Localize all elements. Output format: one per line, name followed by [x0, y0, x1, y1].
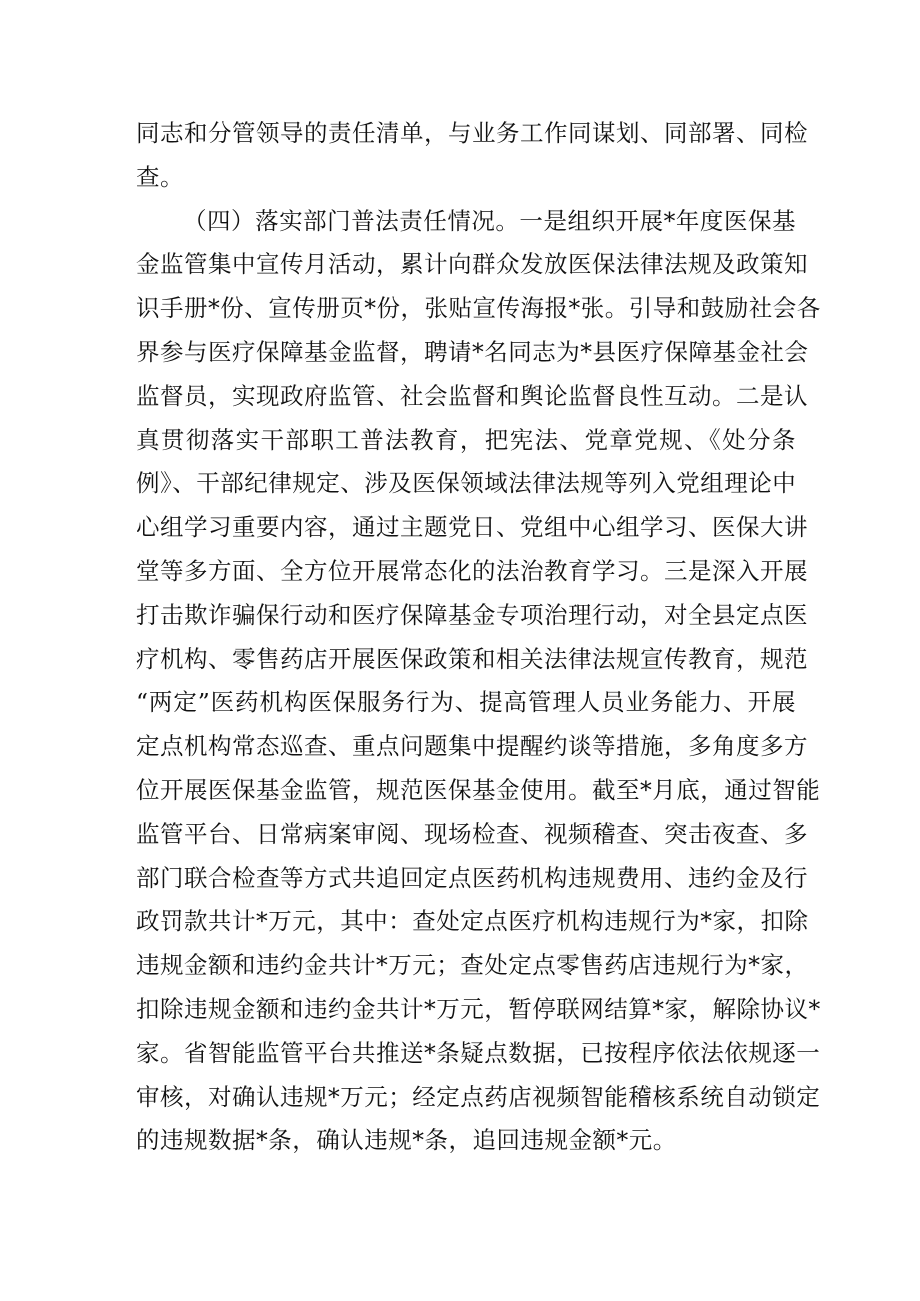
text-line: 识手册*份、宣传册页*份，张贴宣传海报*张。引导和鼓励社会各: [136, 294, 821, 323]
text-line: 疗机构、零售药店开展医保政策和相关法律法规宣传教育，规范: [136, 644, 808, 673]
text-line: 的违规数据*条，确认违规*条，追回违规金额*元。: [136, 1126, 677, 1155]
text-line: 政罚款共计*万元，其中：查处定点医疗机构违规行为*家，扣除: [136, 907, 809, 936]
text-line: 同志和分管领导的责任清单，与业务工作同谋划、同部署、同检: [136, 119, 808, 147]
text-line: 查。: [136, 162, 184, 191]
text-line: 扣除违规金额和违约金共计*万元，暂停联网结算*家，解除协议*: [136, 994, 821, 1023]
text-line: “两定”医药机构医保服务行为、提高管理人员业务能力、开展: [136, 688, 796, 717]
section-heading-line: （四）落实部门普法责任情况。一是组织开展*年度医保基: [183, 206, 796, 235]
text-line: 审核，对确认违规*万元；经定点药店视频智能稽核系统自动锁定: [136, 1082, 821, 1111]
text-line: 例》、干部纪律规定、涉及医保领域法律法规等列入党组理论中: [136, 469, 797, 498]
text-line: 部门联合检查等方式共追回定点医药机构违规费用、违约金及行: [136, 863, 808, 892]
text-line: 界参与医疗保障基金监督，聘请*名同志为*县医疗保障基金社会: [136, 337, 809, 366]
text-line: 监管平台、日常病案审阅、现场检查、视频稽查、突击夜查、多: [136, 819, 808, 848]
text-line: 真贯彻落实干部职工普法教育，把宪法、党章党规、《处分条: [136, 425, 796, 454]
text-line: 堂等多方面、全方位开展常态化的法治教育学习。三是深入开展: [136, 556, 808, 585]
text-line: 金监管集中宣传月活动，累计向群众发放医保法律法规及政策知: [136, 250, 808, 279]
text-line: 家。省智能监管平台共推送*条疑点数据，已按程序依法依规逐一: [136, 1038, 821, 1067]
text-line: 位开展医保基金监管，规范医保基金使用。截至*月底，通过智能: [136, 775, 821, 804]
body-text: [136, 112, 821, 1163]
text-line: 打击欺诈骗保行动和医疗保障基金专项治理行动，对全县定点医: [136, 600, 808, 629]
text-line: 监督员，实现政府监管、社会监督和舆论监督良性互动。二是认: [136, 381, 808, 410]
text-line: 违规金额和违约金共计*万元；查处定点零售药店违规行为*家，: [136, 951, 809, 980]
text-line: 心组学习重要内容，通过主题党日、党组中心组学习、医保大讲: [136, 513, 808, 542]
text-line: 定点机构常态巡查、重点问题集中提醒约谈等措施，多角度多方: [136, 732, 808, 761]
